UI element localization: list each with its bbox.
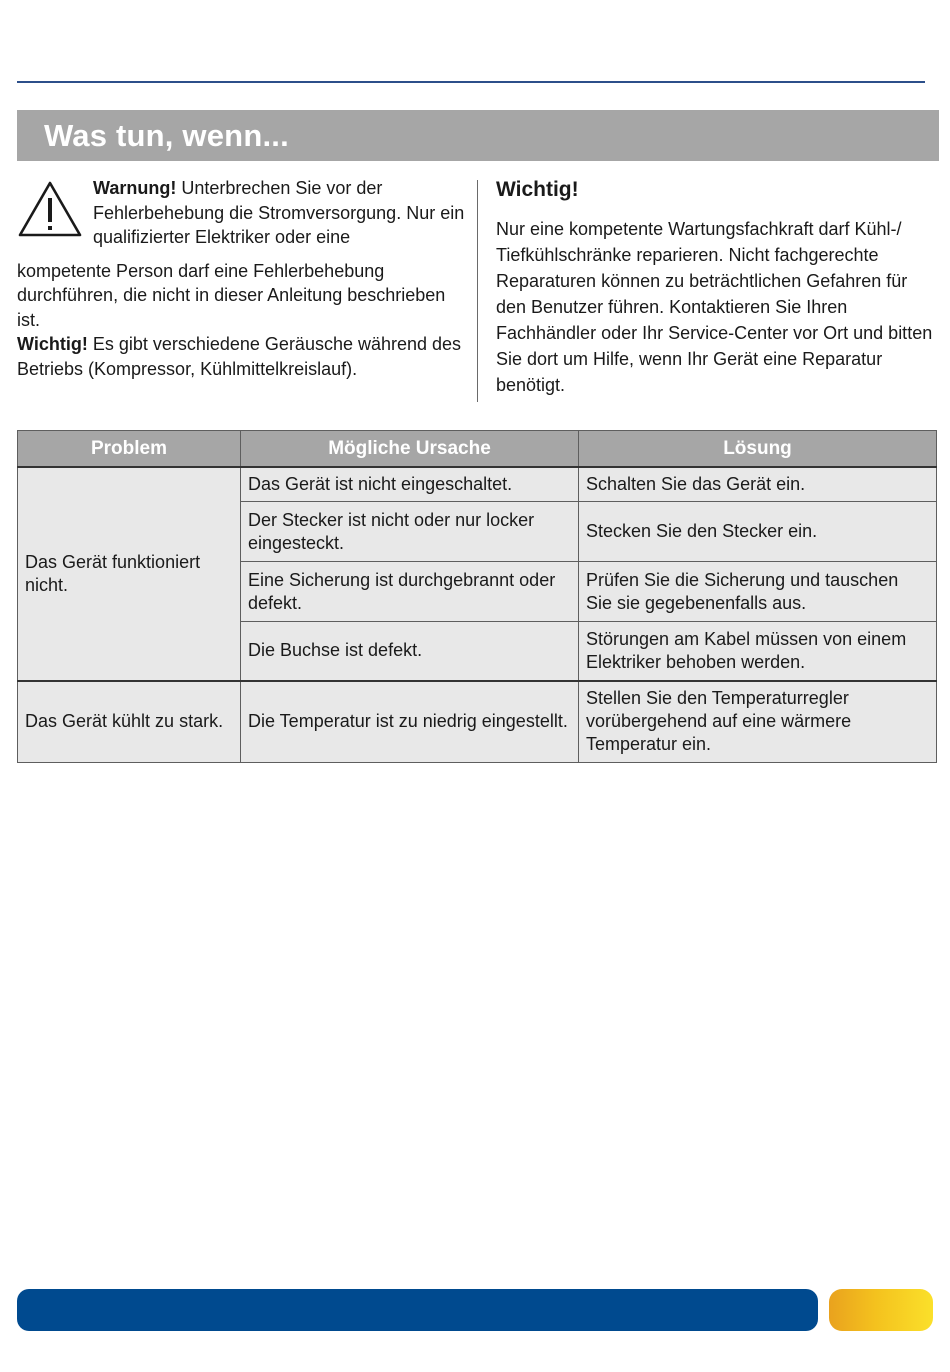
section-title-bar [17, 110, 939, 161]
problem-cell: Das Gerät funktioniert nicht. [18, 467, 241, 681]
table-row [18, 681, 937, 763]
warning-triangle-icon [17, 180, 83, 238]
noise-note [17, 332, 467, 381]
table-row [18, 467, 937, 502]
noise-note-text: Es gibt verschiedene Geräusche während des Betriebs (Kompressor, Kühlmittelkreislauf). [17, 334, 462, 379]
cause-cell: Eine Sicherung ist durchgebrannt oder defekt. [241, 562, 579, 622]
header-solution: Lösung [579, 431, 937, 467]
cause-cell: Die Buchse ist defekt. [241, 622, 579, 681]
cause-cell: Der Stecker ist nicht oder nur locker eingesteckt. [241, 502, 579, 562]
header-problem: Problem [18, 431, 241, 467]
footer-bar [17, 1289, 818, 1331]
solution-cell: Prüfen Sie die Sicherung und tauschen Sie sie gegebenenfalls aus. [579, 562, 937, 622]
column-divider [477, 180, 478, 402]
solution-cell: Stellen Sie den Temperaturregler vorübergehend auf eine wärmere Temperatur ein. [579, 681, 937, 763]
warning-label: Warnung! [93, 178, 177, 198]
warning-block [17, 176, 467, 381]
important-heading: Wichtig! [496, 178, 579, 201]
page-title: Was tun, wenn... [44, 118, 289, 153]
noise-note-label: Wichtig! [17, 334, 88, 354]
solution-cell: Schalten Sie das Gerät ein. [579, 467, 937, 502]
top-rule [17, 81, 925, 83]
warning-continuation: kompetente Person darf eine Fehlerbehebung durchführen, die nicht in dieser Anleitung beschrieben ist. [17, 260, 446, 330]
table-header-row [18, 431, 937, 467]
solution-cell: Störungen am Kabel müssen von einem Elektriker behoben werden. [579, 622, 937, 681]
page-number-tab [829, 1289, 933, 1331]
important-block [496, 178, 941, 398]
cause-cell: Die Temperatur ist zu niedrig eingestellt. [241, 681, 579, 763]
warning-lead-text: Unterbrechen Sie vor der Fehlerbehebung die Stromversorgung. Nur ein qualifizierter Elektriker oder eine [93, 178, 465, 247]
cause-cell: Das Gerät ist nicht eingeschaltet. [241, 467, 579, 502]
troubleshooting-table [17, 430, 937, 763]
important-text: Nur eine kompetente Wartungsfachkraft darf Kühl-/ Tiefkühlschränke reparieren. Nicht fachgerechte Reparaturen können zu beträchtlichen Gefahren für den Benutzer führen. Kontaktieren Sie Ihren Fachhändler oder Ihr Service-Center vor Ort und bitten Sie dort um Hilfe, wenn Ihr Gerät eine Reparatur benötigt. [496, 219, 933, 395]
solution-cell: Stecken Sie den Stecker ein. [579, 502, 937, 562]
problem-cell: Das Gerät kühlt zu stark. [18, 681, 241, 763]
warning-lead [93, 176, 467, 250]
header-cause: Mögliche Ursache [241, 431, 579, 467]
